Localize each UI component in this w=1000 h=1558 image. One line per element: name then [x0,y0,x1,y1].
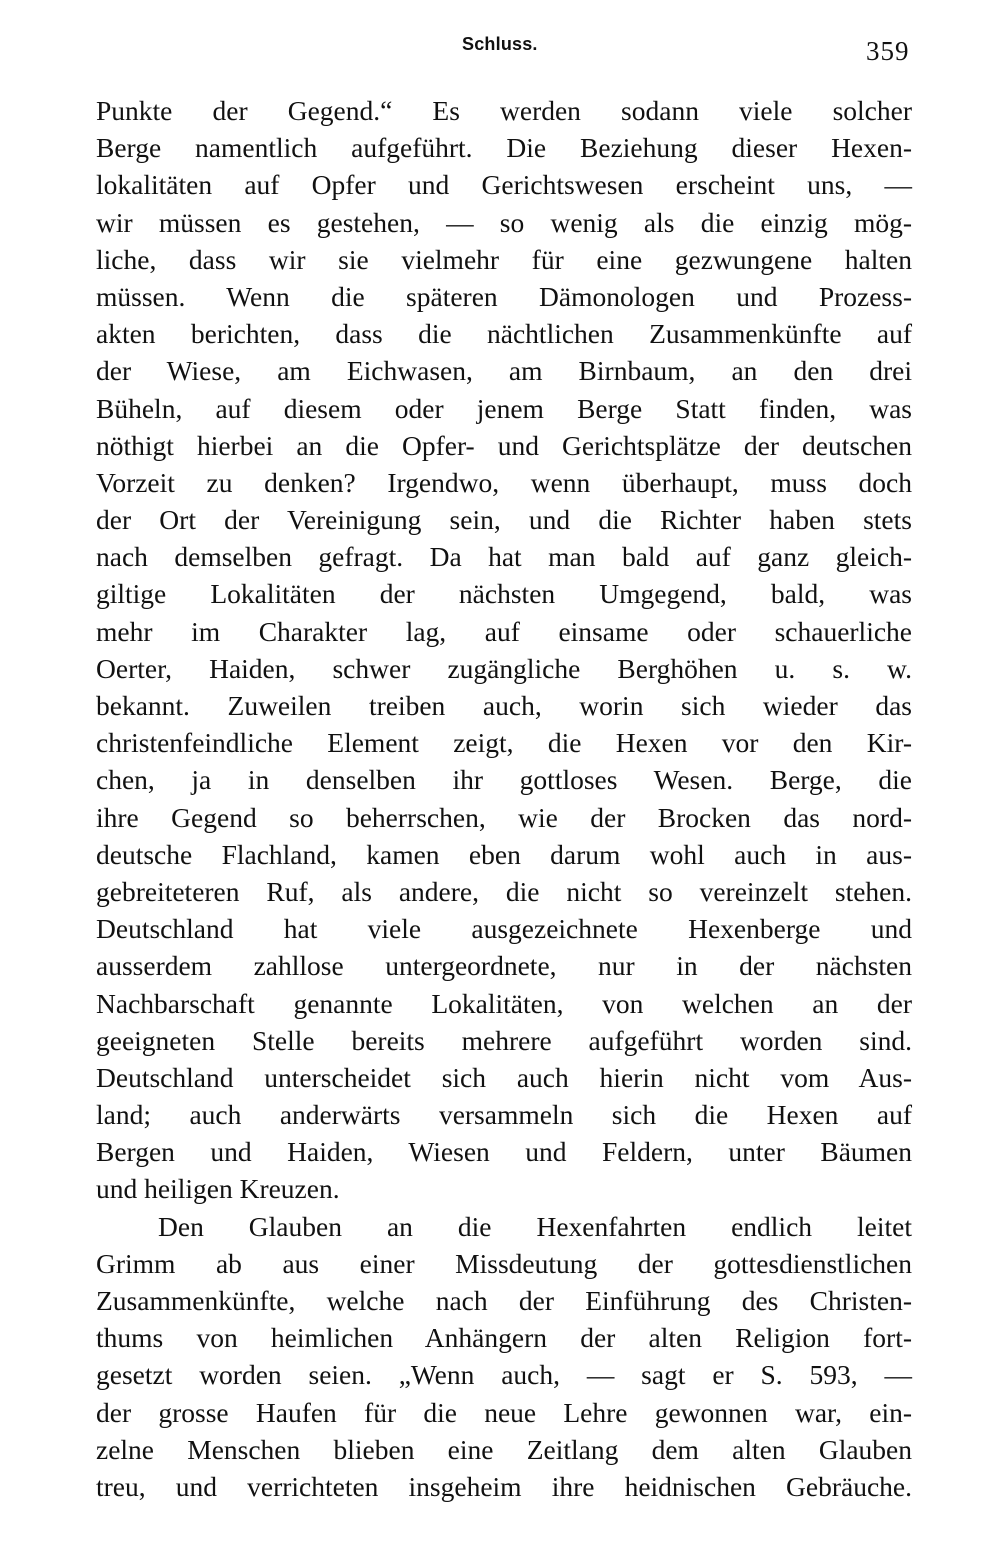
body-text [96,92,912,1505]
text-line: der Wiese, am Eichwasen, am Birnbaum, an den drei [96,355,912,387]
text-line: Grimm ab aus einer Missdeutung der gottesdienstlichen [96,1247,912,1279]
running-head [0,34,1000,64]
text-line: chen, ja in denselben ihr gottloses Wesen. Berge, die [96,764,912,796]
text-line: land; auch anderwärts versammeln sich die Hexen auf [96,1099,912,1131]
text-line: müssen. Wenn die späteren Dämonologen und Prozess- [96,280,912,312]
paragraph-end-line: und heiligen Kreuzen. [96,1173,340,1205]
text-line: Vorzeit zu denken? Irgendwo, wenn überhaupt, muss doch [96,466,912,498]
text-line: christenfeindliche Element zeigt, die Hexen vor den Kir- [96,727,912,759]
text-line: deutsche Flachland, kamen eben darum wohl auch in aus- [96,838,912,870]
text-line: Bergen und Haiden, Wiesen und Feldern, unter Bäumen [96,1136,912,1168]
text-line: ihre Gegend so beherrschen, wie der Brocken das nord- [96,801,912,833]
text-line: nöthigt hierbei an die Opfer- und Gerichtsplätze der deutschen [96,429,912,461]
text-line: thums von heimlichen Anhängern der alten Religion fort- [96,1322,912,1354]
text-line: lokalitäten auf Opfer und Gerichtswesen erscheint uns, — [96,169,912,201]
text-line: Deutschland unterscheidet sich auch hierin nicht vom Aus- [96,1061,912,1093]
text-line: geeigneten Stelle bereits mehrere aufgeführt worden sind. [96,1024,912,1056]
text-line: akten berichten, dass die nächtlichen Zusammenkünfte auf [96,318,912,350]
text-line: gebreiteteren Ruf, als andere, die nicht so vereinzelt stehen. [96,875,912,907]
text-line: Berge namentlich aufgeführt. Die Beziehung dieser Hexen- [96,132,912,164]
text-line: der grosse Haufen für die neue Lehre gewonnen war, ein- [96,1396,912,1428]
text-line: giltige Lokalitäten der nächsten Umgegend, bald, was [96,578,912,610]
text-line: gesetzt worden seien. „Wenn auch, — sagt er S. 593, — [96,1359,912,1391]
page-number: 359 [866,36,910,66]
text-line: Nachbarschaft genannte Lokalitäten, von welchen an der [96,987,912,1019]
running-title: Schluss. [462,34,538,54]
text-line: mehr im Charakter lag, auf einsame oder schauerliche [96,615,912,647]
text-line: nach demselben gefragt. Da hat man bald auf ganz gleich- [96,541,912,573]
text-line: wir müssen es gestehen, — so wenig als die einzig mög- [96,206,912,238]
paragraph-start-line: Den Glauben an die Hexenfahrten endlich leitet [158,1210,912,1242]
text-line: Deutschland hat viele ausgezeichnete Hexenberge und [96,913,912,945]
text-line: bekannt. Zuweilen treiben auch, worin sich wieder das [96,690,912,721]
text-line: ausserdem zahllose untergeordnete, nur in der nächsten [96,950,912,982]
text-line: Oerter, Haiden, schwer zugängliche Berghöhen u. s. w. [96,652,912,684]
text-line: Zusammenkünfte, welche nach der Einführung des Christen- [96,1285,912,1316]
text-line: der Ort der Vereinigung sein, und die Richter haben stets [96,504,912,536]
text-line: Büheln, auf diesem oder jenem Berge Statt finden, was [96,392,912,424]
text-line: treu, und verrichteten insgeheim ihre heidnischen Gebräuche. [96,1470,912,1502]
text-line: Punkte der Gegend.“ Es werden sodann viele solcher [96,95,912,126]
text-line: liche, dass wir sie vielmehr für eine gezwungene halten [96,243,912,275]
text-line: zelne Menschen blieben eine Zeitlang dem alten Glauben [96,1433,912,1465]
